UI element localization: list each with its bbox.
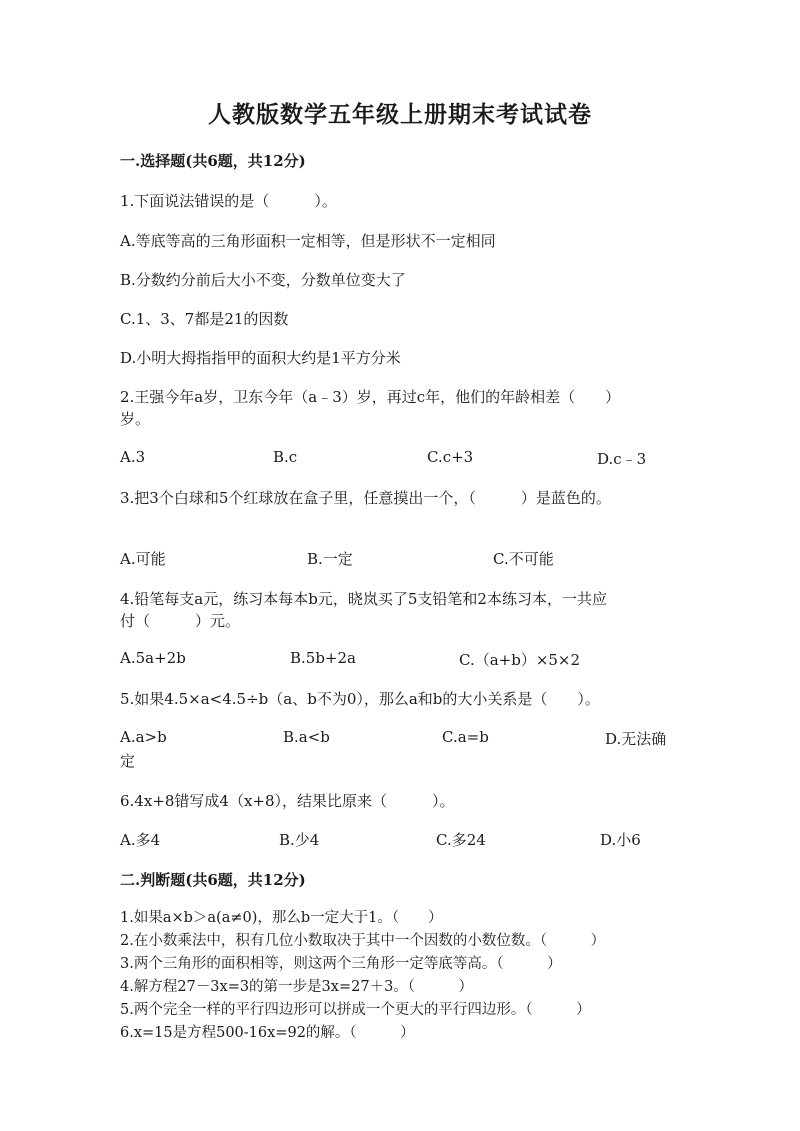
page-title: 人教版数学五年级上册期末考试试卷 bbox=[208, 101, 592, 128]
option-continued: 定 bbox=[120, 752, 136, 770]
question-stem: 6.4x+8错写成4（x+8），结果比原来（ ）。 bbox=[120, 792, 455, 810]
true-false-item: 6.x=15是方程500-16x=92的解。（ ） bbox=[120, 1025, 415, 1041]
option-c: C.多24 bbox=[436, 831, 486, 849]
option-b: B.a<b bbox=[283, 728, 330, 746]
option-text: D.小明大拇指指甲的面积大约是1平方分米 bbox=[120, 349, 401, 367]
section-heading-true-false: 二.判断题(共6题，共12分) bbox=[120, 871, 306, 889]
true-false-item: 5.两个完全一样的平行四边形可以拼成一个更大的平行四边形。（ ） bbox=[120, 1002, 591, 1018]
question-stem: 5.如果4.5×a<4.5÷b（a、b不为0），那么a和b的大小关系是（ ）。 bbox=[120, 690, 600, 708]
option-a: A.多4 bbox=[120, 831, 161, 849]
option-b: B.一定 bbox=[307, 550, 353, 568]
question-stem: 1.下面说法错误的是（ ）。 bbox=[120, 192, 337, 210]
option-d: D.c﹣3 bbox=[597, 450, 647, 468]
option-a: A.3 bbox=[120, 448, 146, 466]
option-b: B.c bbox=[273, 448, 298, 466]
option-b: B.5b+2a bbox=[290, 649, 356, 667]
option-c: C.（a+b）×5×2 bbox=[459, 651, 581, 669]
option-d: D.小6 bbox=[600, 831, 641, 849]
true-false-item: 2.在小数乘法中，积有几位小数取决于其中一个因数的小数位数。（ ） bbox=[120, 933, 606, 949]
option-text: B.分数约分前后大小不变，分数单位变大了 bbox=[120, 271, 406, 289]
question-stem: 4.铅笔每支a元，练习本每本b元，晓岚买了5支铅笔和2本练习本，一共应 bbox=[120, 590, 607, 608]
option-text: A.等底等高的三角形面积一定相等，但是形状不一定相同 bbox=[120, 232, 496, 250]
option-b: B.少4 bbox=[279, 831, 320, 849]
true-false-item: 4.解方程27－3x=3的第一步是3x=27＋3。（ ） bbox=[120, 979, 474, 995]
question-stem: 2.王强今年a岁，卫东今年（a﹣3）岁，再过c年，他们的年龄相差（ ） bbox=[120, 388, 621, 406]
option-c: C.不可能 bbox=[493, 550, 554, 568]
option-d: D.无法确 bbox=[605, 730, 667, 748]
question-stem-continued: 岁。 bbox=[120, 410, 151, 428]
option-c: C.c+3 bbox=[427, 448, 474, 466]
option-a: A.a>b bbox=[120, 728, 167, 746]
question-stem-continued: 付（ ）元。 bbox=[120, 612, 241, 630]
option-c: C.a=b bbox=[442, 728, 489, 746]
option-text: C.1、3、7都是21的因数 bbox=[120, 310, 289, 328]
true-false-item: 1.如果a×b＞a(a≠0)，那么b一定大于1。（ ） bbox=[120, 910, 443, 926]
question-stem: 3.把3个白球和5个红球放在盒子里，任意摸出一个，（ ）是蓝色的。 bbox=[120, 489, 611, 507]
option-a: A.5a+2b bbox=[120, 649, 186, 667]
section-heading-choice: 一.选择题(共6题，共12分) bbox=[120, 152, 306, 170]
true-false-item: 3.两个三角形的面积相等，则这两个三角形一定等底等高。（ ） bbox=[120, 956, 562, 972]
option-a: A.可能 bbox=[120, 550, 166, 568]
